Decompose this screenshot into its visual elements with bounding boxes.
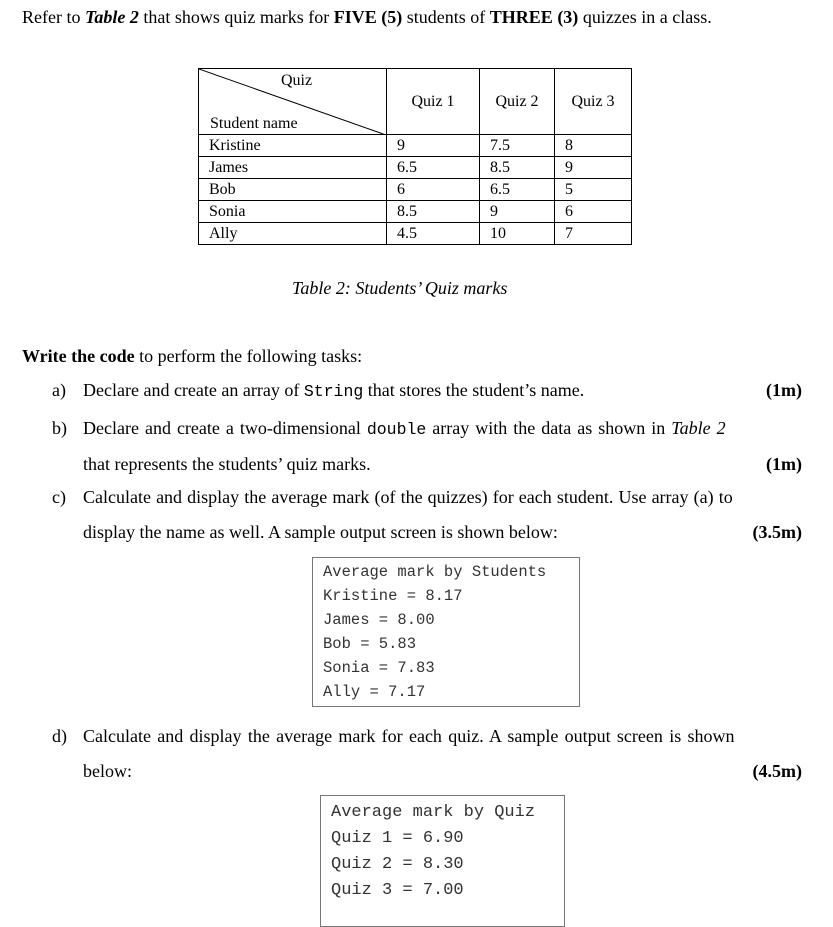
header-quiz-2: Quiz 2 [480, 69, 555, 135]
output-line: Sonia = 7.83 [323, 659, 435, 677]
mark-cell: 5 [555, 179, 632, 201]
mark-cell: 8 [555, 135, 632, 157]
task-marks: (1m) [766, 454, 802, 474]
task-label: d) [52, 726, 67, 746]
task-marks: (1m) [766, 380, 802, 400]
student-name: Sonia [199, 201, 387, 223]
lead-bold: Write the code [22, 346, 135, 366]
output-line: Quiz 2 = 8.30 [331, 855, 464, 874]
table-caption: Table 2: Students’ Quiz marks [292, 278, 508, 298]
table-header-row [199, 69, 632, 135]
task-label: c) [52, 487, 66, 507]
table-row [199, 201, 632, 223]
intro-text [22, 7, 712, 28]
mark-cell: 8.5 [480, 157, 555, 179]
student-name: Ally [199, 223, 387, 245]
code-term: String [303, 382, 364, 401]
task-text [83, 418, 726, 439]
text: array with the data as shown in [426, 418, 672, 438]
task-text [83, 380, 584, 401]
table-row [199, 157, 632, 179]
task-marks: (4.5m) [752, 761, 802, 781]
output-line: Bob = 5.83 [323, 635, 417, 653]
text: that stores the student’s name. [363, 380, 585, 400]
task-text-line2: below: [83, 761, 132, 781]
intro-part: Refer to [22, 7, 85, 27]
mark-cell: 6 [387, 179, 480, 201]
quiz-average-output [320, 795, 565, 927]
task-text-line2: display the name as well. A sample output screen is shown below: [83, 522, 558, 542]
mark-cell: 6.5 [387, 157, 480, 179]
output-line: Average mark by Quiz [331, 803, 536, 822]
student-name: James [199, 157, 387, 179]
output-line: Quiz 3 = 7.00 [331, 881, 464, 900]
output-line: Ally = 7.17 [323, 683, 426, 701]
mark-cell: 6 [555, 201, 632, 223]
table-reference: Table 2 [671, 418, 726, 438]
text: Declare and create an array of [83, 380, 304, 400]
mark-cell: 9 [480, 201, 555, 223]
mark-cell: 4.5 [387, 223, 480, 245]
corner-cell [199, 69, 387, 135]
task-marks: (3.5m) [752, 522, 802, 542]
emphasis: FIVE (5) [333, 7, 403, 27]
task-text: Calculate and display the average mark (of the quizzes) for each student. Use array (a) to [83, 487, 733, 507]
task-text-line2: that represents the students’ quiz marks. [83, 454, 371, 474]
student-name: Bob [199, 179, 387, 201]
header-quiz-3: Quiz 3 [555, 69, 632, 135]
output-line: Average mark by Students [323, 563, 547, 581]
student-name: Kristine [199, 135, 387, 157]
task-label: a) [52, 380, 66, 400]
intro-part: students of [402, 7, 490, 27]
mark-cell: 9 [387, 135, 480, 157]
mark-cell: 6.5 [480, 179, 555, 201]
mark-cell: 7 [555, 223, 632, 245]
mark-cell: 7.5 [480, 135, 555, 157]
emphasis: THREE (3) [489, 7, 579, 27]
student-average-output [312, 557, 580, 707]
code-term: double [366, 420, 427, 439]
mark-cell: 10 [480, 223, 555, 245]
header-quiz-1: Quiz 1 [387, 69, 480, 135]
mark-cell: 8.5 [387, 201, 480, 223]
output-line: Kristine = 8.17 [323, 587, 463, 605]
task-text: Calculate and display the average mark for each quiz. A sample output screen is shown [83, 726, 735, 746]
table-row [199, 135, 632, 157]
table-reference: Table 2 [84, 7, 139, 27]
intro-part: that shows quiz marks for [138, 7, 334, 27]
intro-part: quizzes in a class. [578, 7, 712, 27]
tasks-lead [22, 346, 362, 367]
mark-cell: 9 [555, 157, 632, 179]
table-row [199, 223, 632, 245]
lead-rest: to perform the following tasks: [134, 346, 363, 366]
output-line: James = 8.00 [323, 611, 435, 629]
table-row [199, 179, 632, 201]
corner-bottom-label: Student name [210, 115, 298, 132]
quiz-marks-table [198, 68, 632, 245]
output-line: Quiz 1 = 6.90 [331, 829, 464, 848]
text: Declare and create a two-dimensional [83, 418, 367, 438]
corner-top-label: Quiz [281, 72, 313, 89]
task-label: b) [52, 418, 67, 438]
